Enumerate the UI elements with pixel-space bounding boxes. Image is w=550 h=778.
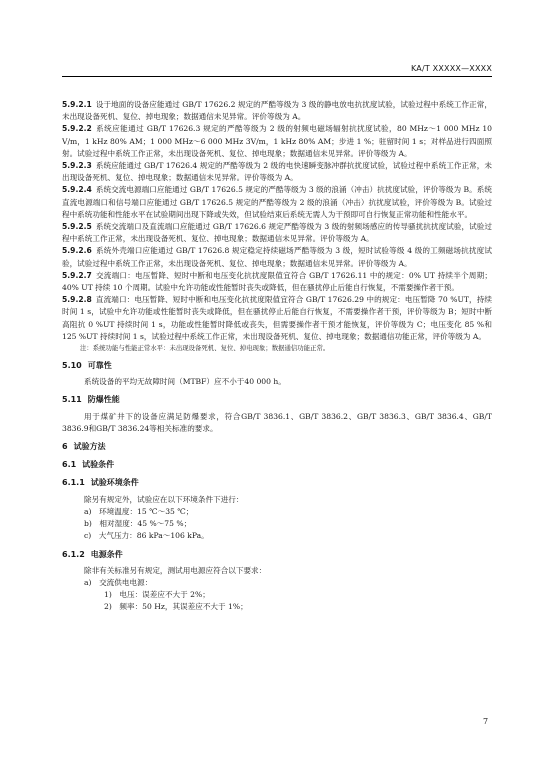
section-number: 5.11 xyxy=(62,395,82,405)
page-number: 7 xyxy=(483,717,489,726)
clause-5-9-2-4 xyxy=(62,184,492,221)
section-heading-6-1-2 xyxy=(62,549,492,561)
sub-list-item: 1) 电压：误差应不大于 2%； xyxy=(104,590,210,600)
clause-number: 5.9.2.2 xyxy=(62,124,92,134)
section-number: 6.1.1 xyxy=(62,478,85,488)
explosion-proof-text: 用于煤矿井下的设备应满足防爆要求，符合GB/T 3836.1、GB/T 3836.2、GB/T 3836.3、GB/T 3836.4、GB/T 3836.9和GB/T 3836.24等相关标准的要求。 xyxy=(62,411,492,433)
clause-number: 5.9.2.3 xyxy=(62,161,92,171)
clause-number: 5.9.2.1 xyxy=(62,100,92,109)
section-title: 可靠性 xyxy=(87,361,112,371)
clause-number: 5.9.2.6 xyxy=(62,246,92,256)
list-item: c) 大气压力：86 kPa～106 kPa。 xyxy=(84,531,209,541)
list-item: a) 环境温度：15 ℃～35 ℃； xyxy=(84,506,194,516)
clause-text: 系统交流电源端口应能通过 GB/T 17626.5 规定的严酷等级为 3 级的浪涌（冲击）抗扰度试验，评价等级为 B。系统直流电源端口和信号端口应能通过 GB/T 17626.5 规定的严酷等级为 2 级的浪涌（冲击）抗扰度试验，评价等级为 B。试验过程中系统功能和性能水平在试验期间出现下降或失效，但试验结束后系统无需人为干预即可自行恢复正常功能和性能水平。 xyxy=(62,185,492,219)
clause-text: 系统应能通过 GB/T 17626.3 规定的严酷等级为 2 级的射频电磁场辐射抗扰度试验，80 MHz～1 000 MHz 10 V/m，1 kHz 80% AM；1 000 MHz～6 000 MHz 3V/m，1 kHz 80% AM；步进 1 %；驻留时间 1 s；对样品进行四面照射。试验过程中系统工作正常，未出现设备死机、复位、掉电现象；数据通信未见异常。评价等级为 A。 xyxy=(62,124,492,158)
reliability-text: 系统设备的平均无故障时间（MTBF）应不小于40 000 h。 xyxy=(84,377,286,387)
section-title: 电源条件 xyxy=(90,549,123,559)
clause-5-9-2-6 xyxy=(62,245,492,269)
section-title: 试验方法 xyxy=(73,442,106,452)
clause-text: 系统交流端口及直流端口应能通过 GB/T 17626.6 规定严酷等级为 3 级的射频场感应的传导骚扰抗扰度试验，试验过程中系统工作正常，未出现设备死机、复位、掉电现象；数据通信未见异常。评价等级为 A。 xyxy=(62,222,492,244)
clause-text: 直流端口：电压暂降、短时中断和电压变化抗扰度限值宜符合 GB/T 17626.29 中的规定：电压暂降 70 %UT，持续时间 1 s，试验中允许功能或性能暂时丧失或降低，但在骚扰停止后能自行恢复，不需要操作者干预，评价等级为 B；短时中断 高阻抗 0 %UT 持续时间 1 s，功能或性能暂时降低或丧失，但需要操作者干预才能恢复，评价等级为 C；电压变化 85 %和 125 %UT 持续时间 1 s，试验过程中系统工作正常，未出现设备死机、复位、掉电现象；数据通信功能正常，评价等级为 A。 xyxy=(62,295,492,341)
clause-5-9-2-3 xyxy=(62,160,492,184)
section-heading-5-10 xyxy=(62,360,492,372)
clause-5-9-2-1 xyxy=(62,99,492,123)
clause-5-9-2-7 xyxy=(62,270,492,294)
clause-text: 系统外壳端口应能通过 GB/T 17626.8 规定稳定持续磁场严酷等级为 3 级，短时试验等级 4 级的工频磁场抗扰度试验，试验过程中系统工作正常，未出现设备死机、复位、掉电现象；数据通信未见异常。评价等级为 A。 xyxy=(62,246,492,268)
note: 注：系统功能与性能正常水平：未出现设备死机、复位、掉电现象；数据通信功能正常。 xyxy=(80,344,330,353)
clause-text: 设于地面的设备应能通过 GB/T 17626.2 规定的严酷等级为 3 级的静电放电抗扰度试验，试验过程中系统工作正常，未出现设备死机、复位、掉电现象；数据通信未见异常。评价等级为 A。 xyxy=(62,100,492,122)
clause-5-9-2-2 xyxy=(62,123,492,160)
document-code: KA/T XXXXX—XXXX xyxy=(410,64,492,73)
clause-number: 5.9.2.4 xyxy=(62,185,92,195)
section-number: 6 xyxy=(62,442,68,452)
header-rule xyxy=(62,76,492,77)
section-heading-5-11 xyxy=(62,394,492,406)
clause-number: 5.9.2.7 xyxy=(62,270,92,280)
section-title: 防爆性能 xyxy=(87,395,120,405)
clause-number: 5.9.2.8 xyxy=(62,295,92,305)
section-number: 5.10 xyxy=(62,361,82,371)
section-heading-6-1-1 xyxy=(62,477,492,489)
clause-text: 系统应能通过 GB/T 17626.4 规定的严酷等级为 2 级的电快速瞬变脉冲群抗扰度试验，试验过程中系统工作正常，未出现设备死机、复位、掉电现象；数据通信未见异常。评价等级为 A。 xyxy=(62,161,492,183)
section-title: 试验环境条件 xyxy=(90,478,139,488)
section-heading-6-1 xyxy=(62,459,492,471)
section-number: 6.1.2 xyxy=(62,549,85,559)
list-item: a) 交流供电电源： xyxy=(84,577,153,587)
sub-list-item: 2) 频率：50 Hz，其误差应不大于 1%； xyxy=(104,602,248,612)
env-conditions-intro: 除另有规定外，试验应在以下环境条件下进行： xyxy=(84,494,244,504)
power-conditions-intro: 除非有关标准另有规定，测试用电源应符合以下要求： xyxy=(84,565,267,575)
clause-number: 5.9.2.5 xyxy=(62,222,92,232)
clause-5-9-2-8 xyxy=(62,294,492,343)
clause-5-9-2-5 xyxy=(62,221,492,245)
section-title: 试验条件 xyxy=(82,460,115,470)
clause-text: 交流端口：电压暂降、短时中断和电压变化抗扰度限值宜符合 GB/T 17626.11 中的规定：0% UT 持续半个周期；40% UT 持续 10 个周期。试验中允许功能或性能暂时丧失或降低，但在骚扰停止后能自行恢复，不需要操作者干预。 xyxy=(62,270,492,293)
section-heading-6 xyxy=(62,441,492,453)
document-body xyxy=(62,99,492,614)
list-item: b) 相对湿度：45 %～75 %； xyxy=(84,519,192,529)
section-number: 6.1 xyxy=(62,460,77,470)
